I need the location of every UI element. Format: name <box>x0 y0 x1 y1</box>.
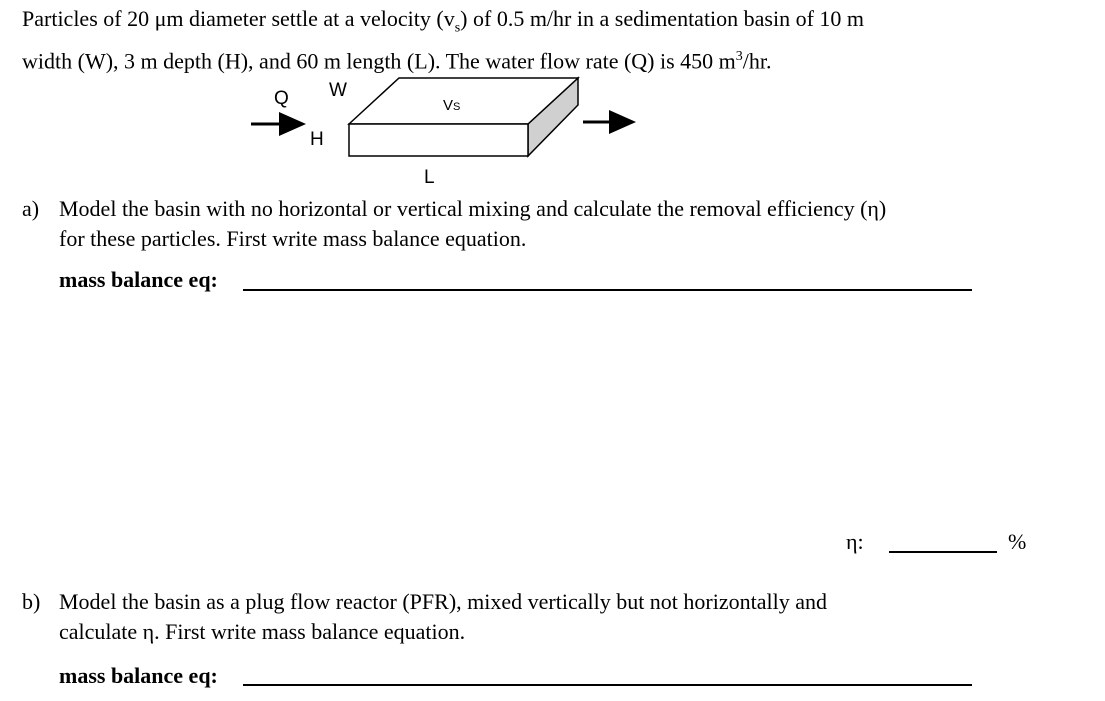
eta-answer-line[interactable] <box>889 551 997 553</box>
problem-statement <box>22 4 1022 76</box>
part-a-mass-balance-answer-line[interactable] <box>243 289 972 291</box>
basin-diagram <box>245 76 645 188</box>
vs-label: VS <box>443 97 461 114</box>
part-b-question <box>22 587 1052 649</box>
q-label: Q <box>274 88 289 109</box>
problem-line-1: Particles of 20 μm diameter settle at a velocity $(v_s)$ of 0.5 m/hr in a sedimentation basin of 10 m <box>22 6 865 36</box>
w-label: W <box>329 80 347 101</box>
part-b-mass-balance-answer-line[interactable] <box>243 684 972 686</box>
part-a-question <box>22 194 1052 256</box>
basin-front-face <box>349 124 528 156</box>
part-b-mass-balance-label: mass balance eq: <box>59 663 218 688</box>
part-b-letter: b) <box>22 589 41 614</box>
part-a-text: Model the basin with no horizontal or vertical mixing and calculate the removal efficiency (η) for these particles. First write mass balance equation. <box>59 196 887 251</box>
problem-line-2: width (W), 3 m depth (H), and 60 m length (L). The water flow rate (Q) is 450 $m^3/hr$. <box>22 48 772 74</box>
part-a-letter: a) <box>22 196 40 221</box>
percent-sign: % <box>1008 529 1027 554</box>
eta-label: η: <box>846 529 864 554</box>
part-a-mass-balance-label: mass balance eq: <box>59 267 218 292</box>
l-label: L <box>424 167 435 188</box>
h-label: H <box>310 129 324 150</box>
part-b-text: Model the basin as a plug flow reactor (PFR), mixed vertically but not horizontally and calculate η. First write mass balance equation. <box>59 589 827 644</box>
basin-drawing <box>245 76 645 188</box>
